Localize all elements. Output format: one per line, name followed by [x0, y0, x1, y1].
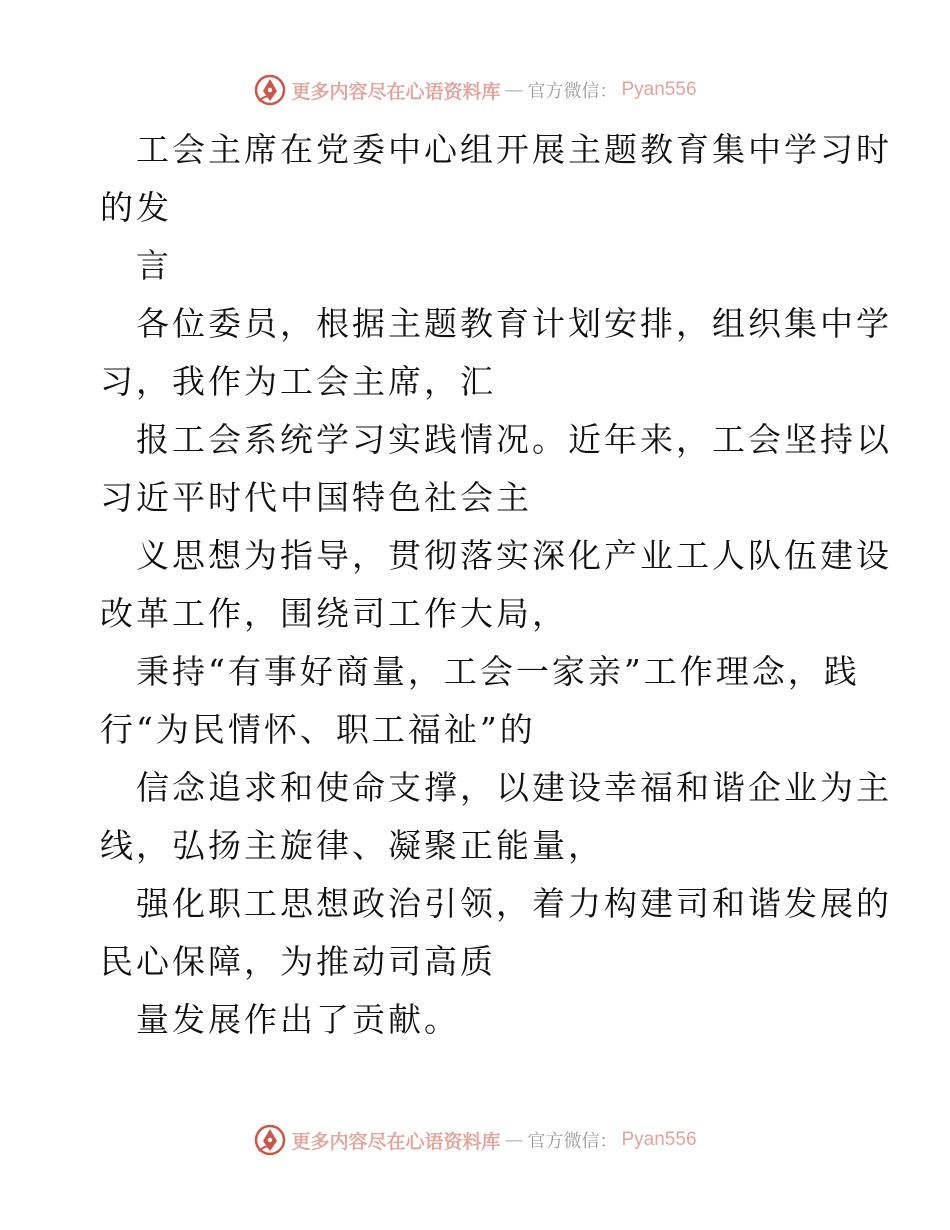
paragraph-line: 义思想为指导，贯彻落实深化产业工人队伍建设 — [136, 536, 892, 575]
paragraph-line: 报工会系统学习实践情况。近年来，工会坚持以 — [136, 420, 892, 459]
paragraph-line: 行“为民情怀、职工福祉”的 — [100, 710, 536, 749]
paragraph-line: 信念追求和使命支撑，以建设幸福和谐企业为主 — [136, 768, 892, 807]
paragraph-line: 各位委员，根据主题教育计划安排，组织集中学 — [136, 304, 892, 343]
paragraph-line: 民心保障，为推动司高质 — [100, 942, 496, 981]
paragraph-line: 强化职工思想政治引领，着力构建司和谐发展的 — [136, 884, 892, 923]
footer-watermark — [0, 1120, 950, 1160]
document-body — [100, 121, 892, 1049]
title-line: 的发 — [100, 188, 172, 227]
watermark-official-label: 官方微信： — [527, 81, 618, 102]
watermark-separator: — — [504, 79, 524, 101]
title-line: 工会主席在党委中心组开展主题教育集中学习时 — [136, 130, 892, 169]
pen-nib-logo-icon — [253, 1123, 287, 1157]
watermark-official-label: 官方微信： — [527, 1131, 618, 1152]
paragraph-line: 量发展作出了贡献。 — [136, 1000, 460, 1039]
title-line: 言 — [136, 246, 172, 285]
paragraph-line: 秉持“有事好商量，工会一家亲”工作理念，践 — [136, 652, 860, 691]
paragraph-line: 习，我作为工会主席，汇 — [100, 362, 496, 401]
header-watermark — [0, 70, 950, 110]
paragraph-line: 线，弘扬主旋律、凝聚正能量， — [100, 826, 604, 865]
paragraph-line: 改革工作，围绕司工作大局， — [100, 594, 568, 633]
watermark-separator: — — [504, 1129, 524, 1151]
watermark-text: 更多内容尽在心语资料库 — [291, 1130, 501, 1153]
watermark-wechat-id: Pyan556 — [621, 1129, 697, 1150]
watermark-wechat-id: Pyan556 — [621, 79, 697, 100]
watermark-text: 更多内容尽在心语资料库 — [291, 80, 501, 103]
paragraph-line: 习近平时代中国特色社会主 — [100, 478, 532, 517]
pen-nib-logo-icon — [253, 73, 287, 107]
